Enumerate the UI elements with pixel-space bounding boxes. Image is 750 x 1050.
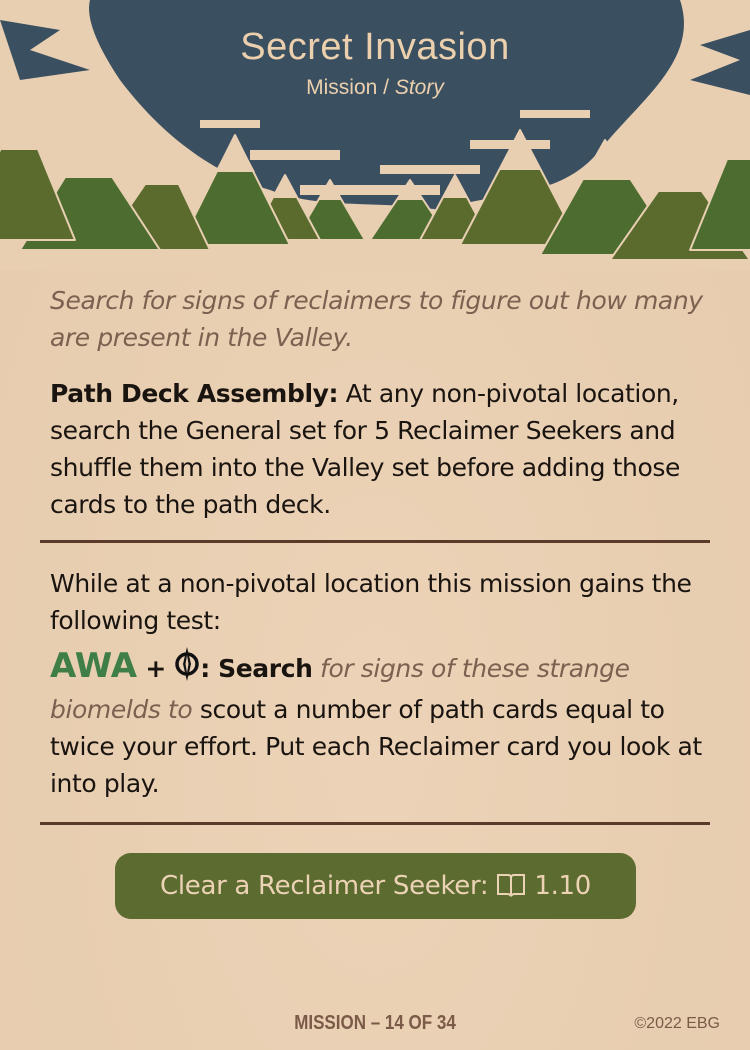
test-effect: scout a number of path cards equal to twice your effort. Put each Reclaimer card you look at into play. xyxy=(50,695,702,798)
path-deck-assembly xyxy=(50,375,710,523)
flavor-text: Search for signs of reclaimers to figure out how many are present in the Valley. xyxy=(50,286,703,352)
clear-condition xyxy=(115,853,636,919)
card-subtype: Story xyxy=(394,76,444,99)
plus-sign: + xyxy=(137,654,175,683)
clear-label: Clear a Reclaimer Seeker: xyxy=(159,871,489,901)
card-title: Secret Invasion xyxy=(240,26,510,68)
card-type: Mission xyxy=(306,76,378,99)
type-separator: / xyxy=(377,76,395,99)
divider xyxy=(40,540,710,543)
copyright: ©2022 EBG xyxy=(634,1015,720,1032)
assembly-text: At any non-pivotal location, search the General set for 5 Reclaimer Seekers and shuffle them into the Valley set before adding those cards to the path deck. xyxy=(50,379,680,519)
card-number: MISSION – 14 OF 34 xyxy=(294,1012,456,1034)
mission-test xyxy=(50,565,710,802)
card-type-line xyxy=(0,76,750,100)
test-intro: While at a non-pivotal location this mission gains the following test: xyxy=(50,569,692,635)
spirit-approach-icon xyxy=(174,647,200,691)
book-icon xyxy=(496,857,526,923)
assembly-label: Path Deck Assembly: xyxy=(50,379,339,408)
test-verb: : Search xyxy=(200,654,313,683)
aspect-awa: AWA xyxy=(50,646,138,686)
test-flavor: for signs of these strange biomelds to xyxy=(50,654,630,724)
divider xyxy=(40,822,710,825)
clear-reference: 1.10 xyxy=(534,871,592,901)
